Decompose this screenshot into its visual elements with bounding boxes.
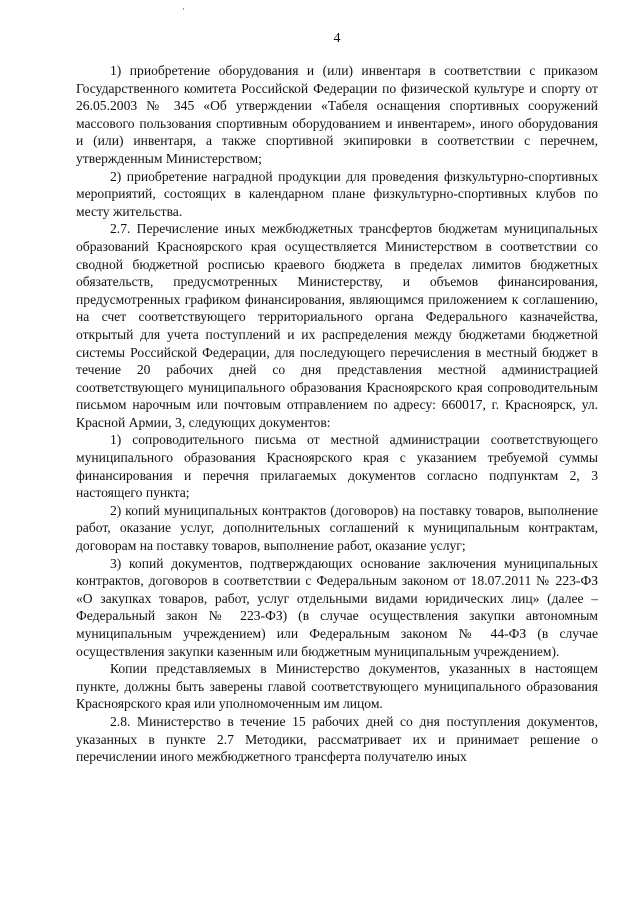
paragraph-doc-2-contracts: 2) копий муниципальных контрактов (договоров) на поставку товаров, выполнение работ, оказание услуг, дополнительных соглашений к муниципальным контрактам, договорам на поставку товаров, выполнение работ, оказание услуг; [76,502,598,554]
page-number: 4 [333,31,341,46]
paragraph-item-1-equipment: 1) приобретение оборудования и (или) инвентаря в соответствии с приказом Государственного комитета Российской Федерации по физической культуре и спорту от 26.05.2003 № 345 «Об утверждении «Табеля оснащения спортивных сооружений массового пользования спортивным оборудованием и инвентарем», иного оборудования и (или) инвентаря, а также спортивной экипировки в соответствии с перечнем, утвержденным Министерством; [76,63,598,166]
paragraph-2-7-transfer: 2.7. Перечисление иных межбюджетных трансфертов бюджетам муниципальных образований Красноярского края осуществляется Министерством в соответствии со сводной бюджетной росписью краевого бюджета в пределах лимитов бюджетных обязательств, предусмотренных Министерству, и объемов финансирования, предусмотренных графиком финансирования, являющимся приложением к соглашению, на счет соответствующего территориального органа Федерального казначейства, открытый для учета поступлений и их распределения между бюджетами бюджетной системы Российской Федерации, для последующего перечисления в местный бюджет в течение 20 рабочих дней со дня представления местной администрацией соответствующего муниципального образования Красноярского края сопроводительным письмом нарочным или почтовым отправлением по адресу: 660017, г. Красноярск, ул. Красной Армии, 3, следующих документов: [76,221,598,430]
paragraph-2-8-decision: 2.8. Министерство в течение 15 рабочих дней со дня поступления документов, указанных в пункте 2.7 Методики, рассматривает их и принимает решение о перечислении иного межбюджетного трансферта получателю иных [76,713,598,765]
paragraph-item-2-awards: 2) приобретение наградной продукции для проведения физкультурно-спортивных мероприятий, состоящих в календарном плане физкультурно-спортивных клубов по месту жительства. [76,168,598,219]
paragraph-doc-1-cover-letter: 1) сопроводительного письма от местной администрации соответствующего муниципального образования Красноярского края с указанием требуемой суммы финансирования и перечня прилагаемых документов согласно подпунктам 2, 3 настоящего пункта; [76,432,598,501]
paragraph-doc-3-basis: 3) копий документов, подтверждающих основание заключения муниципальных контрактов, договоров в соответствии с Федеральным законом от 18.07.2011 № 223-ФЗ «О закупках товаров, работ, услуг отдельными видами юридических лиц» (далее – Федеральный закон № 223-ФЗ) (в случае осуществления закупки автономным муниципальным учреждением) или Федеральным законом № 44-ФЗ (в случае осуществления закупки казенным или бюджетным муниципальным учреждением). [76,555,598,659]
paragraph-copies-certification: Копии представляемых в Министерство документов, указанных в настоящем пункте, должны быть заверены главой соответствующего муниципального образования Красноярского края или уполномоченным им лицом. [76,661,598,712]
document-page [76,30,598,766]
scan-speck [183,8,184,10]
